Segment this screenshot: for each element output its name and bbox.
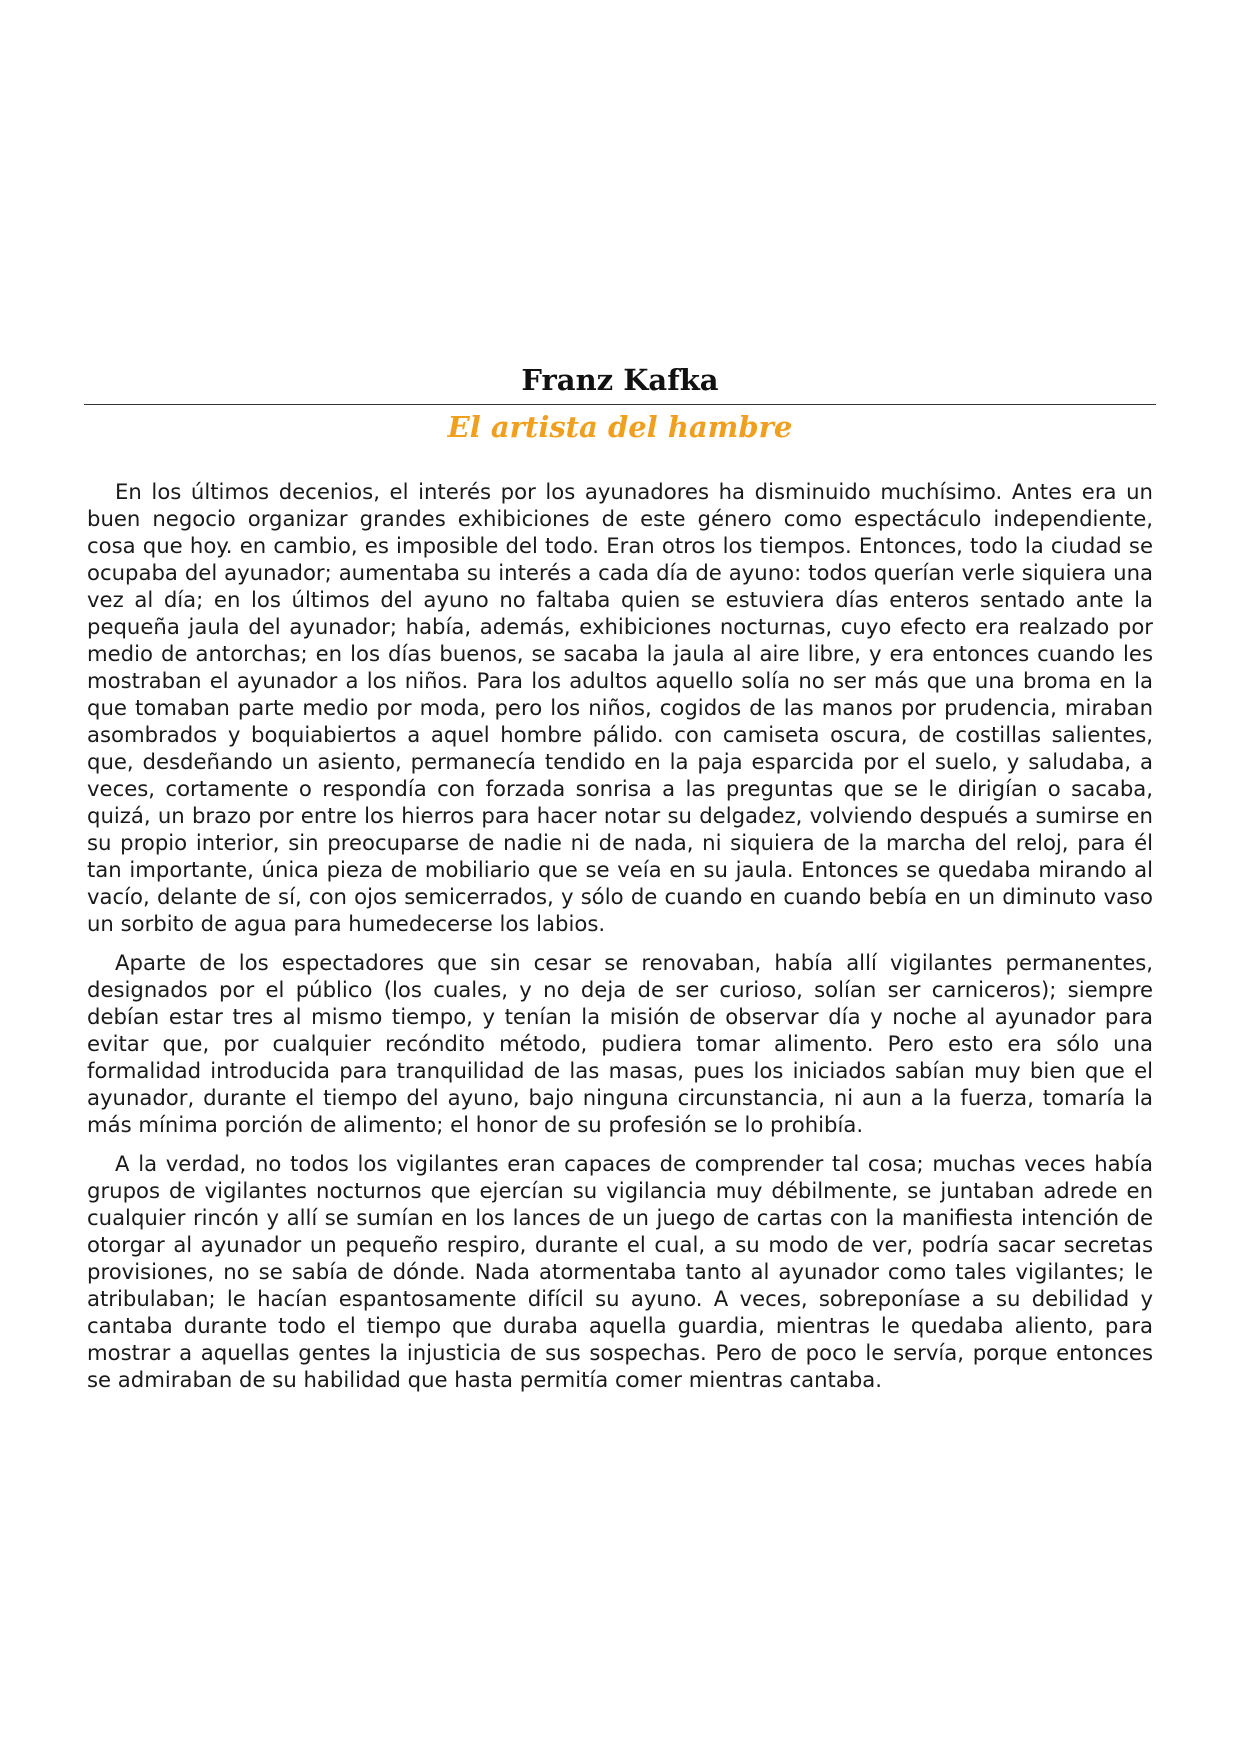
paragraph-1: En los últimos decenios, el interés por los ayunadores ha disminuido muchísimo. Antes era un buen negocio organizar grandes exhibiciones de este género como espectáculo independiente, cosa que hoy. en cambio, es imposible del todo. Eran otros los tiempos. Entonces, todo la ciudad se ocupaba del ayunador; aumentaba su interés a cada día de ayuno: todos querían verle siquiera una vez al día; en los últimos del ayuno no faltaba quien se estuviera días enteros sentado ante la pequeña jaula del ayunador; había, además, exhibiciones nocturnas, cuyo efecto era realzado por medio de antorchas; en los días buenos, se sacaba la jaula al aire libre, y era entonces cuando les mostraban el ayunador a los niños. Para los adultos aquello solía no ser más que una broma en la que tomaban parte medio por moda, pero los niños, cogidos de las manos por prudencia, miraban asombrados y boquiabiertos a aquel hombre pálido. con camiseta oscura, de costillas salientes, que, desdeñando un asiento, permanecía tendido en la paja esparcida por el suelo, y saludaba, a veces, cortamente o respondía con forzada sonrisa a las preguntas que se le dirigían o sacaba, quizá, un brazo por entre los hierros para hacer notar su delgadez, volviendo después a sumirse en su propio interior, sin preocuparse de nadie ni de nada, ni siquiera de la marcha del reloj, para él tan importante, única pieza de mobiliario que se veía en su jaula. Entonces se quedaba mirando al vacío, delante de sí, con ojos semicerrados, y sólo de cuando en cuando bebía en un diminuto vaso un sorbito de agua para humedecerse los labios. bbox=[87, 479, 1153, 936]
document-header bbox=[84, 360, 1156, 449]
author-name: Franz Kafka bbox=[521, 363, 719, 397]
paragraph-2: Aparte de los espectadores que sin cesar se renovaban, había allí vigilantes permanentes, designados por el público (los cuales, y no deja de ser curioso, solían ser carniceros); siempre debían estar tres al mismo tiempo, y tenían la misión de observar día y noche al ayunador para evitar que, por cualquier recóndito método, pudiera tomar alimento. Pero esto era sólo una formalidad introducida para tranquilidad de las masas, pues los iniciados sabían muy bien que el ayunador, durante el tiempo del ayuno, bajo ninguna circunstancia, ni aun a la fuerza, tomaría la más mínima porción de alimento; el honor de su profesión se lo prohibía. bbox=[87, 950, 1153, 1137]
story-body bbox=[87, 478, 1153, 1405]
paragraph-3: A la verdad, no todos los vigilantes eran capaces de comprender tal cosa; muchas veces había grupos de vigilantes nocturnos que ejercían su vigilancia muy débilmente, se juntaban adrede en cualquier rincón y allí se sumían en los lances de un juego de cartas con la manifiesta intención de otorgar al ayunador un pequeño respiro, durante el cual, a su modo de ver, podría sacar secretas provisiones, no se sabía de dónde. Nada atormentaba tanto al ayunador como tales vigilantes; le atribulaban; le hacían espantosamente difícil su ayuno. A veces, sobreponíase a su debilidad y cantaba durante todo el tiempo que duraba aquella guardia, mientras le quedaba aliento, para mostrar a aquellas gentes la injusticia de sus sospechas. Pero de poco le servía, porque entonces se admiraban de su habilidad que hasta permitía comer mientras cantaba. bbox=[87, 1151, 1153, 1392]
story-title: El artista del hambre bbox=[447, 410, 793, 444]
